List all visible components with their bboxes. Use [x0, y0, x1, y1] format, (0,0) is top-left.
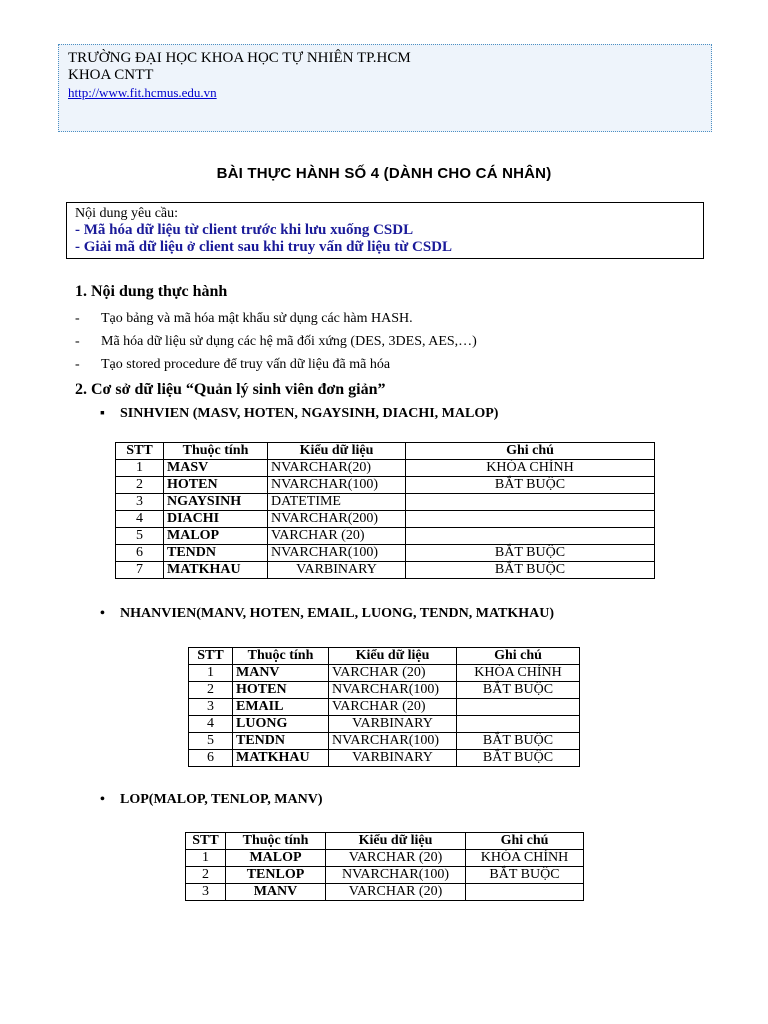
- faculty-name: KHOA CNTT: [68, 67, 154, 83]
- table-cell: LUONG: [233, 716, 329, 733]
- table-row: [116, 545, 655, 562]
- table-cell: BẮT BUỘC: [457, 682, 580, 699]
- table-row: [189, 699, 580, 716]
- table-cell: DATETIME: [268, 494, 406, 511]
- table-cell: NVARCHAR(200): [268, 511, 406, 528]
- table-cell: [457, 699, 580, 716]
- table-cell: DIACHI: [164, 511, 268, 528]
- table-cell: VARCHAR (20): [329, 665, 457, 682]
- section-heading: 1. Nội dung thực hành: [75, 283, 228, 300]
- table-cell: VARCHAR (20): [268, 528, 406, 545]
- list-item: [75, 334, 477, 350]
- faculty-link[interactable]: http://www.fit.hcmus.edu.vn: [68, 85, 217, 100]
- table-cell: VARBINARY: [268, 562, 406, 579]
- column-header: STT: [189, 648, 233, 665]
- table-cell: MATKHAU: [233, 750, 329, 767]
- list-item-text: Tạo bảng và mã hóa mật khẩu sử dụng các hàm HASH.: [101, 311, 413, 326]
- table-row: [186, 867, 584, 884]
- table-cell: 7: [116, 562, 164, 579]
- table-cell: KHÓA CHÍNH: [466, 850, 584, 867]
- table-row: [189, 750, 580, 767]
- table-cell: VARCHAR (20): [326, 850, 466, 867]
- table-cell: [406, 494, 655, 511]
- table-cell: NVARCHAR(20): [268, 460, 406, 477]
- table-cell: 6: [116, 545, 164, 562]
- header-box: [58, 44, 712, 132]
- table-row: [189, 733, 580, 750]
- table-row: [116, 511, 655, 528]
- table-cell: TENDN: [164, 545, 268, 562]
- list-item-text: Mã hóa dữ liệu sử dụng các hệ mã đối xứng (DES, 3DES, AES,…): [101, 334, 477, 349]
- table-cell: 1: [189, 665, 233, 682]
- table-cell: MALOP: [164, 528, 268, 545]
- nhanvien-table: [188, 647, 580, 767]
- table-cell: BẮT BUỘC: [466, 867, 584, 884]
- table-cell: NVARCHAR(100): [329, 733, 457, 750]
- table-cell: 2: [186, 867, 226, 884]
- table-cell: HOTEN: [164, 477, 268, 494]
- table-cell: NVARCHAR(100): [268, 477, 406, 494]
- table-cell: MALOP: [226, 850, 326, 867]
- requirement-item: - Giải mã dữ liệu ở client sau khi truy vấn dữ liệu từ CSDL: [75, 239, 453, 255]
- table-cell: 4: [189, 716, 233, 733]
- table-cell: BẮT BUỘC: [457, 733, 580, 750]
- table-cell: MANV: [233, 665, 329, 682]
- table-cell: BẮT BUỘC: [406, 477, 655, 494]
- table-cell: 2: [189, 682, 233, 699]
- table-row: [186, 850, 584, 867]
- dash-icon: -: [75, 334, 80, 349]
- square-bullet-icon: ▪: [100, 406, 105, 421]
- table-cell: 3: [116, 494, 164, 511]
- table-cell: [466, 884, 584, 901]
- table-cell: NVARCHAR(100): [268, 545, 406, 562]
- column-header: Ghi chú: [457, 648, 580, 665]
- dash-icon: -: [75, 357, 80, 372]
- requirements-label: Nội dung yêu cầu:: [75, 206, 179, 221]
- column-header: Kiểu dữ liệu: [326, 833, 466, 850]
- list-item: [75, 357, 390, 373]
- column-header: STT: [186, 833, 226, 850]
- table-header-row: [116, 443, 655, 460]
- table-caption-text: NHANVIEN(MANV, HOTEN, EMAIL, LUONG, TENDN, MATKHAU): [120, 606, 555, 621]
- sinhvien-table: [115, 442, 655, 579]
- table-cell: TENDN: [233, 733, 329, 750]
- table-row: [189, 716, 580, 733]
- dash-icon: -: [75, 311, 80, 326]
- table-cell: EMAIL: [233, 699, 329, 716]
- table-cell: MASV: [164, 460, 268, 477]
- table-cell: MATKHAU: [164, 562, 268, 579]
- table-cell: HOTEN: [233, 682, 329, 699]
- column-header: Kiểu dữ liệu: [268, 443, 406, 460]
- table-cell: VARBINARY: [329, 750, 457, 767]
- table-cell: NVARCHAR(100): [329, 682, 457, 699]
- column-header: Thuộc tính: [164, 443, 268, 460]
- table-cell: VARCHAR (20): [326, 884, 466, 901]
- table-caption-text: SINHVIEN (MASV, HOTEN, NGAYSINH, DIACHI, MALOP): [120, 406, 499, 421]
- table-cell: KHÓA CHÍNH: [406, 460, 655, 477]
- table-cell: BẮT BUỘC: [457, 750, 580, 767]
- column-header: STT: [116, 443, 164, 460]
- table-row: [189, 682, 580, 699]
- lop-table: [185, 832, 584, 901]
- table-cell: 3: [189, 699, 233, 716]
- table-row: [116, 494, 655, 511]
- table-cell: TENLOP: [226, 867, 326, 884]
- table-cell: [406, 511, 655, 528]
- table-header-row: [186, 833, 584, 850]
- list-item-text: Tạo stored procedure để truy vấn dữ liệu đã mã hóa: [101, 357, 391, 372]
- table-cell: VARBINARY: [329, 716, 457, 733]
- table-row: [189, 665, 580, 682]
- table-cell: 5: [189, 733, 233, 750]
- table-cell: 6: [189, 750, 233, 767]
- table-row: [116, 460, 655, 477]
- column-header: Thuộc tính: [226, 833, 326, 850]
- table-row: [116, 528, 655, 545]
- table-row: [186, 884, 584, 901]
- bullet-icon: •: [100, 792, 105, 807]
- table-cell: 3: [186, 884, 226, 901]
- table-cell: NVARCHAR(100): [326, 867, 466, 884]
- section-heading: 2. Cơ sở dữ liệu “Quản lý sinh viên đơn giản”: [75, 381, 386, 398]
- table-cell: [457, 716, 580, 733]
- table-cell: 4: [116, 511, 164, 528]
- table-cell: KHÓA CHÍNH: [457, 665, 580, 682]
- table-cell: BẮT BUỘC: [406, 545, 655, 562]
- column-header: Thuộc tính: [233, 648, 329, 665]
- table-cell: NGAYSINH: [164, 494, 268, 511]
- table-row: [116, 562, 655, 579]
- document-title: BÀI THỰC HÀNH SỐ 4 (DÀNH CHO CÁ NHÂN): [216, 165, 552, 182]
- table-header-row: [189, 648, 580, 665]
- table-caption: [100, 792, 323, 808]
- table-caption: [100, 406, 498, 422]
- table-cell: 1: [186, 850, 226, 867]
- table-cell: 5: [116, 528, 164, 545]
- column-header: Ghi chú: [406, 443, 655, 460]
- table-caption-text: LOP(MALOP, TENLOP, MANV): [120, 792, 323, 807]
- table-cell: MANV: [226, 884, 326, 901]
- table-cell: 2: [116, 477, 164, 494]
- requirements-box: [66, 202, 704, 259]
- list-item: [75, 311, 413, 327]
- column-header: Ghi chú: [466, 833, 584, 850]
- requirement-item: - Mã hóa dữ liệu từ client trước khi lưu xuống CSDL: [75, 222, 414, 238]
- bullet-icon: •: [100, 606, 105, 621]
- university-name: TRƯỜNG ĐẠI HỌC KHOA HỌC TỰ NHIÊN TP.HCM: [68, 50, 411, 66]
- table-cell: 1: [116, 460, 164, 477]
- table-cell: [406, 528, 655, 545]
- table-row: [116, 477, 655, 494]
- table-caption: [100, 606, 554, 622]
- column-header: Kiểu dữ liệu: [329, 648, 457, 665]
- table-cell: VARCHAR (20): [329, 699, 457, 716]
- table-cell: BẮT BUỘC: [406, 562, 655, 579]
